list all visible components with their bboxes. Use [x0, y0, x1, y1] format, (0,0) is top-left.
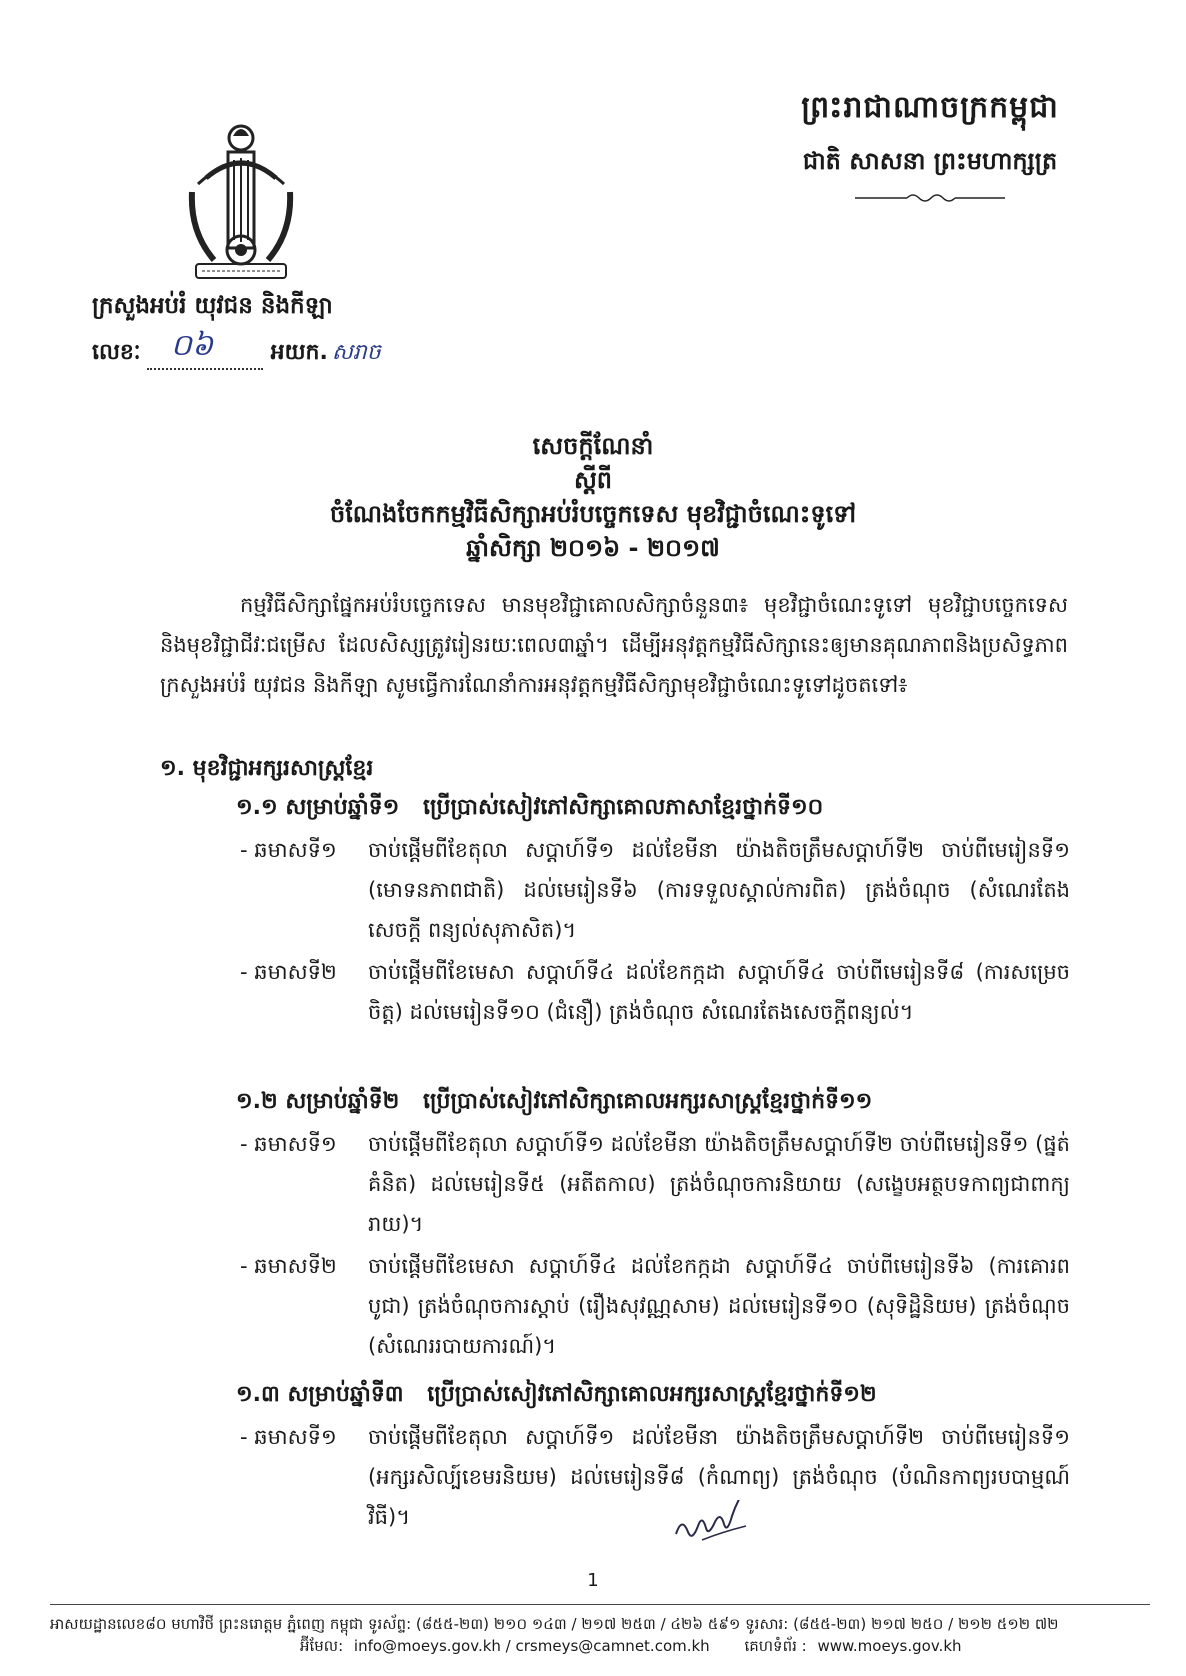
initials-signature-icon [672, 1500, 750, 1548]
subsection-1-3 [236, 1380, 877, 1412]
national-motto: ជាតិ សាសនា ព្រះមហាក្សត្រ [802, 147, 1058, 175]
kingdom-title: ព្រះរាជាណាចក្រកម្ពុជា [801, 90, 1059, 125]
semester-1-1-1 [240, 830, 1070, 950]
semester-1-2-2 [240, 1246, 1070, 1366]
semester-1-3-1 [240, 1417, 1070, 1537]
page-number: 1 [587, 1570, 599, 1591]
semester-1-1-2 [240, 952, 1070, 1032]
footer-email-label: អ៊ីមែល: [300, 1637, 344, 1655]
subsection-1-1 [236, 793, 823, 825]
ornament-divider [855, 191, 1005, 205]
semester-label: - ឆមាសទី២ [240, 960, 337, 984]
ref-suffix: អយក. [270, 340, 328, 365]
subsection-title: ប្រើប្រាស់សៀវភៅសិក្សាគោលភាសាខ្មែរថ្នាក់ទី១០ [422, 795, 824, 820]
semester-text: ចាប់ផ្តើមពីខែមេសា សប្តាហ៍ទី៤ ដល់ខែកក្កដា សប្តាហ៍ទី៤ ចាប់ពីមេរៀនទី៦ (ការគោរពបូជា) ត្រង់ចំណុចការស្តាប់ (រឿងសុវណ្ណសាម) ដល់មេរៀនទី១០ (សុទិដ្ឋិនិយម) ត្រង់ចំណុច (សំណេររបាយការណ៍)។ [368, 1254, 1070, 1358]
page-footer [50, 1604, 1150, 1657]
semester-label: - ឆមាសទី១ [240, 1132, 337, 1156]
footer-web-label: គេហទំព័រ : [744, 1637, 807, 1655]
subsection-label: ១.១ សម្រាប់ឆ្នាំទី១ [236, 795, 400, 820]
semester-1-2-1 [240, 1124, 1070, 1244]
subsection-1-2 [236, 1087, 872, 1119]
ref-number-field [147, 328, 263, 370]
doc-academic-year: ឆ្នាំសិក្សា ២០១៦ - ២០១៧ [466, 534, 720, 562]
ref-number: ០៦ [170, 328, 214, 363]
semester-label: - ឆមាសទី១ [240, 1425, 337, 1449]
reference-number [92, 328, 381, 370]
doc-title: សេចក្តីណែនាំ [532, 432, 654, 460]
subsection-label: ១.៣ សម្រាប់ឆ្នាំទី៣ [236, 1382, 404, 1407]
footer-contact [50, 1635, 1150, 1657]
section-heading: ១. មុខវិជ្ជាអក្សរសាស្ត្រខ្មែរ [160, 756, 374, 781]
document-title-block [0, 430, 1186, 566]
subsection-title: ប្រើប្រាស់សៀវភៅសិក្សាគោលអក្សរសាស្ត្រខ្មែរថ្នាក់ទី១២ [427, 1382, 877, 1407]
footer-address: អាសយដ្ឋានលេខ៨០ មហាវិថី ព្រះនរោត្តម ភ្នំពេញ កម្ពុជា ទូរស័ព្ទ: (៨៥៥-២៣) ២១០ ១៤៣ / ២១៧ ២៥៣ / ៤២៦ ៥៩១ ទូរសារ: (៨៥៥-២៣) ២១៧ ២៥០ / ២១២ ៥១២ ៧២ [50, 1615, 1059, 1633]
subsection-title: ប្រើប្រាស់សៀវភៅសិក្សាគោលអក្សរសាស្ត្រខ្មែរថ្នាក់ទី១១ [422, 1089, 873, 1114]
ministry-name: ក្រសួងអប់រំ យុវជន និងកីឡា [92, 293, 333, 319]
kingdom-header [750, 88, 1110, 209]
semester-text: ចាប់ផ្តើមពីខែតុលា សប្តាហ៍ទី១ ដល់ខែមីនា យ៉ាងតិចត្រឹមសប្តាហ៍ទី២ ចាប់ពីមេរៀនទី១ (អក្សរសិល្ប៍ខេមរនិយម) ដល់មេរៀនទី៨ (កំណាព្យ) ត្រង់ចំណុច (បំណិនកាព្យរបបាម្មណ៍វិធី)។ [368, 1425, 1070, 1529]
ref-handwritten: សរាច [331, 340, 381, 365]
semester-label: - ឆមាសទី២ [240, 1254, 337, 1278]
semester-text: ចាប់ផ្តើមពីខែតុលា សប្តាហ៍ទី១ ដល់ខែមីនា យ៉ាងតិចត្រឹមសប្តាហ៍ទី២ ចាប់ពីមេរៀនទី១ (ផ្នត់គំនិត) ដល់មេរៀនទី៥ (អតីតកាល) ត្រង់ចំណុចការនិយាយ (សង្ខេបអត្ថបទកាព្យជាពាក្យរាយ)។ [368, 1132, 1070, 1236]
intro-text: កម្មវិធីសិក្សាផ្នែកអប់រំបច្ចេកទេស មានមុខវិជ្ជាគោលសិក្សាចំនួន៣៖ មុខវិជ្ជាចំណេះទូទៅ មុខវិជ្ជាបច្ចេកទេស និងមុខវិជ្ជាជីវៈជម្រើស ដែលសិស្សត្រូវរៀនរយៈពេល៣ឆ្នាំ។ ដើម្បីអនុវត្តកម្មវិធីសិក្សានេះឲ្យមានគុណភាពនិងប្រសិទ្ធភាព ក្រសួងអប់រំ យុវជន និងកីឡា សូមធ្វើការណែនាំការអនុវត្តកម្មវិធីសិក្សាមុខវិជ្ជាចំណេះទូទៅដូចតទៅ៖ [160, 593, 1068, 697]
subsection-label: ១.២ សម្រាប់ឆ្នាំទី២ [236, 1089, 400, 1114]
doc-topic: ចំណែងចែកកម្មវិធីសិក្សាអប់រំបច្ចេកទេស មុខវិជ្ជាចំណេះទូទៅ [329, 500, 857, 528]
footer-email: info@moeys.gov.kh / crsmeys@camnet.com.kh [353, 1637, 710, 1655]
semester-text: ចាប់ផ្តើមពីខែតុលា សប្តាហ៍ទី១ ដល់ខែមីនា យ៉ាងតិចត្រឹមសប្តាហ៍ទី២ ចាប់ពីមេរៀនទី១ (មោទនភាពជាតិ) ដល់មេរៀនទី៦ (ការទទួលស្គាល់ការពិត) ត្រង់ចំណុច (សំណេរតែងសេចក្តី ពន្យល់សុភាសិត)។ [368, 838, 1070, 942]
semester-label: - ឆមាសទី១ [240, 838, 337, 862]
footer-web: www.moeys.gov.kh [817, 1637, 962, 1655]
semester-text: ចាប់ផ្តើមពីខែមេសា សប្តាហ៍ទី៤ ដល់ខែកក្កដា សប្តាហ៍ទី៤ ចាប់ពីមេរៀនទី៨ (ការសម្រេចចិត្ត) ដល់មេរៀនទី១០ (ជំនឿ) ត្រង់ចំណុច សំណេរតែងសេចក្តីពន្យល់។ [368, 960, 1070, 1024]
ministry-emblem-icon [186, 112, 296, 282]
intro-paragraph [160, 585, 1068, 705]
ref-label: លេខៈ [92, 340, 141, 365]
doc-subtitle: ស្តីពី [573, 466, 613, 494]
